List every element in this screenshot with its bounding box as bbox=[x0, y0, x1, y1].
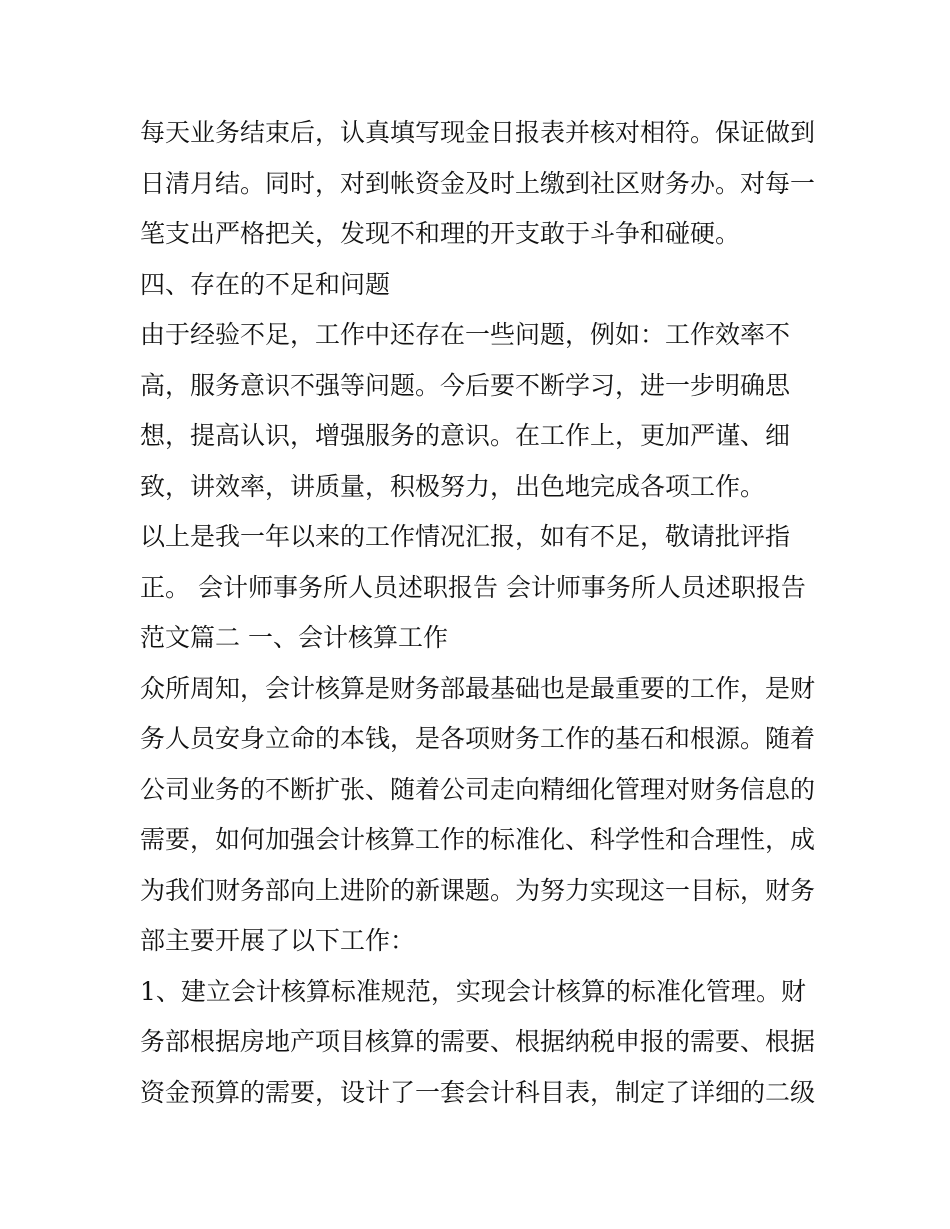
text-line: 范文篇二 一、会计核算工作 bbox=[140, 623, 448, 652]
text-line: 务部根据房地产项目核算的需要、根据纳税申报的需要、根据 bbox=[140, 1027, 816, 1056]
text-line: 每天业务结束后，认真填写现金日报表并核对相符。保证做到 bbox=[140, 118, 816, 147]
text-line: 致，讲效率，讲质量，积极努力，出色地完成各项工作。 bbox=[140, 471, 766, 501]
section-heading: 四、存在的不足和问题 bbox=[140, 269, 391, 299]
text-line: 1、建立会计核算标准规范，实现会计核算的标准化管理。财 bbox=[140, 976, 806, 1006]
text-line: 务人员安身立命的本钱，是各项财务工作的基石和根源。随着 bbox=[140, 724, 816, 753]
text-line: 想，提高认识，增强服务的意识。在工作上，更加严谨、细 bbox=[140, 421, 791, 450]
text-line: 为我们财务部向上进阶的新课题。为努力实现这一目标，财务 bbox=[140, 875, 816, 905]
document-body bbox=[140, 108, 820, 1118]
text-line: 部主要开展了以下工作： bbox=[140, 926, 416, 955]
text-line: 众所周知，会计核算是财务部最基础也是最重要的工作，是财 bbox=[140, 673, 816, 703]
text-line: 由于经验不足，工作中还存在一些问题，例如：工作效率不 bbox=[140, 320, 791, 349]
text-line: 高，服务意识不强等问题。今后要不断学习，进一步明确思 bbox=[140, 370, 791, 400]
text-line: 需要，如何加强会计核算工作的标准化、科学性和合理性，成 bbox=[140, 825, 816, 854]
text-line: 资金预算的需要，设计了一套会计科目表，制定了详细的二级 bbox=[140, 1077, 816, 1107]
text-line: 日清月结。同时，对到帐资金及时上缴到社区财务办。对每一 bbox=[140, 168, 816, 198]
text-line: 正。 会计师事务所人员述职报告 会计师事务所人员述职报告 bbox=[140, 572, 806, 602]
text-line: 笔支出严格把关，发现不和理的开支敢于斗争和碰硬。 bbox=[140, 219, 741, 248]
text-line: 公司业务的不断扩张、随着公司走向精细化管理对财务信息的 bbox=[140, 774, 816, 804]
text-line: 以上是我一年以来的工作情况汇报，如有不足，敬请批评指 bbox=[140, 522, 791, 551]
